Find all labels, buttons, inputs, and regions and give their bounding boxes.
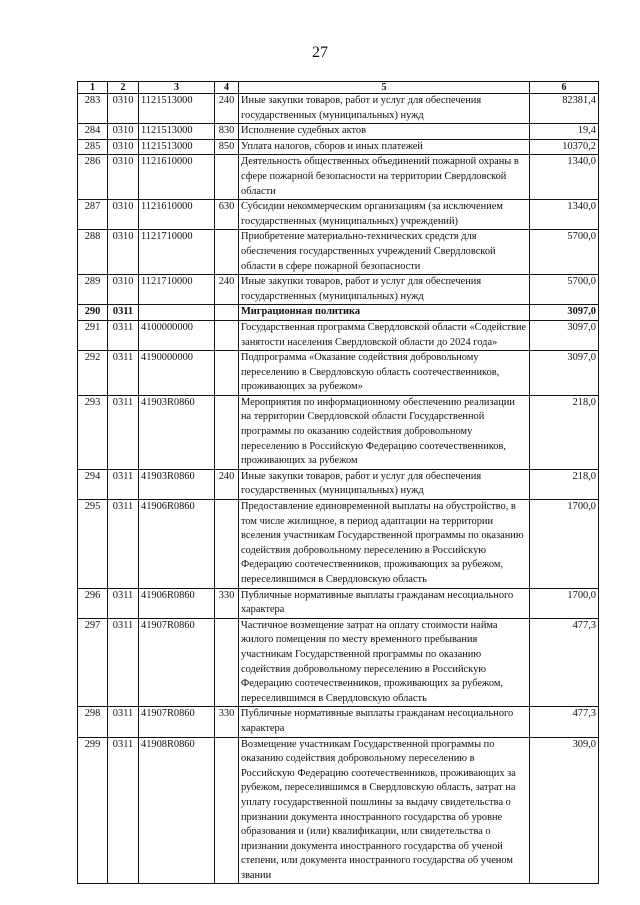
- row-number-cell: 287: [78, 200, 108, 230]
- table-row: [78, 320, 599, 350]
- section-code-cell: 0311: [108, 737, 139, 884]
- table-row: [78, 588, 599, 618]
- section-code-cell: 0310: [108, 230, 139, 275]
- section-code-cell: 0311: [108, 588, 139, 618]
- section-code-cell: 0311: [108, 469, 139, 499]
- table-body: [78, 94, 599, 884]
- item-name-cell: Субсидии некоммерческим организациям (за исключением государственных (муниципальных) учреждений): [239, 200, 530, 230]
- item-name-cell: Исполнение судебных актов: [239, 124, 530, 140]
- item-name-cell: Публичные нормативные выплаты гражданам несоциального характера: [239, 588, 530, 618]
- column-header: 1: [78, 82, 108, 94]
- target-code-cell: 4100000000: [139, 320, 215, 350]
- item-name-cell: Подпрограмма «Оказание содействия добровольному переселению в Свердловскую область соотечественников, проживающих за рубежом»: [239, 351, 530, 396]
- amount-cell: 3097,0: [530, 320, 599, 350]
- target-code-cell: [139, 305, 215, 321]
- table-row: [78, 500, 599, 589]
- expense-type-cell: 630: [215, 200, 239, 230]
- expense-type-cell: [215, 395, 239, 469]
- row-number-cell: 293: [78, 395, 108, 469]
- item-name-cell: Частичное возмещение затрат на оплату стоимости найма жилого помещения по месту временного пребывания участникам Государственной программы по оказанию содействия добровольному переселению в Российскую Федерацию соотечественников, проживающих за рубежом, переселившимся в Свердловскую область: [239, 618, 530, 707]
- expense-type-cell: 330: [215, 707, 239, 737]
- item-name-cell: Иные закупки товаров, работ и услуг для обеспечения государственных (муниципальных) нужд: [239, 469, 530, 499]
- table-row: [78, 618, 599, 707]
- table-row: [78, 707, 599, 737]
- section-code-cell: 0310: [108, 94, 139, 124]
- row-number-cell: 288: [78, 230, 108, 275]
- row-number-cell: 284: [78, 124, 108, 140]
- amount-cell: 477,3: [530, 618, 599, 707]
- item-name-cell: Уплата налогов, сборов и иных платежей: [239, 139, 530, 155]
- expense-type-cell: [215, 155, 239, 200]
- target-code-cell: 1121610000: [139, 200, 215, 230]
- table-row: [78, 139, 599, 155]
- row-number-cell: 291: [78, 320, 108, 350]
- item-name-cell: Миграционная политика: [239, 305, 530, 321]
- target-code-cell: 1121513000: [139, 139, 215, 155]
- expense-type-cell: 850: [215, 139, 239, 155]
- amount-cell: 477,3: [530, 707, 599, 737]
- table-row: [78, 351, 599, 396]
- expense-type-cell: [215, 230, 239, 275]
- table-row: [78, 275, 599, 305]
- target-code-cell: 1121610000: [139, 155, 215, 200]
- table-row: [78, 305, 599, 321]
- column-header: 6: [530, 82, 599, 94]
- amount-cell: 82381,4: [530, 94, 599, 124]
- table-row: [78, 395, 599, 469]
- amount-cell: 1340,0: [530, 155, 599, 200]
- amount-cell: 19,4: [530, 124, 599, 140]
- row-number-cell: 285: [78, 139, 108, 155]
- target-code-cell: 41903R0860: [139, 395, 215, 469]
- expense-type-cell: 240: [215, 275, 239, 305]
- expense-type-cell: [215, 305, 239, 321]
- row-number-cell: 294: [78, 469, 108, 499]
- expense-type-cell: [215, 320, 239, 350]
- item-name-cell: Приобретение материально-технических средств для обеспечения государственных учреждений Свердловской области в сфере пожарной безопасности: [239, 230, 530, 275]
- item-name-cell: Государственная программа Свердловской области «Содействие занятости населения Свердловской области до 2024 года»: [239, 320, 530, 350]
- section-code-cell: 0310: [108, 200, 139, 230]
- expense-type-cell: 240: [215, 469, 239, 499]
- target-code-cell: 1121710000: [139, 230, 215, 275]
- row-number-cell: 299: [78, 737, 108, 884]
- target-code-cell: 41906R0860: [139, 500, 215, 589]
- section-code-cell: 0311: [108, 320, 139, 350]
- table-row: [78, 200, 599, 230]
- column-header: 3: [139, 82, 215, 94]
- amount-cell: 3097,0: [530, 305, 599, 321]
- row-number-cell: 292: [78, 351, 108, 396]
- amount-cell: 5700,0: [530, 275, 599, 305]
- table-row: [78, 230, 599, 275]
- expense-type-cell: [215, 500, 239, 589]
- table-header-row: [78, 82, 599, 94]
- row-number-cell: 296: [78, 588, 108, 618]
- target-code-cell: 41903R0860: [139, 469, 215, 499]
- row-number-cell: 290: [78, 305, 108, 321]
- expense-type-cell: [215, 351, 239, 396]
- amount-cell: 309,0: [530, 737, 599, 884]
- table-row: [78, 124, 599, 140]
- expense-type-cell: 330: [215, 588, 239, 618]
- section-code-cell: 0310: [108, 124, 139, 140]
- page-number: 27: [312, 44, 328, 61]
- table-row: [78, 737, 599, 884]
- row-number-cell: 298: [78, 707, 108, 737]
- section-code-cell: 0311: [108, 707, 139, 737]
- amount-cell: 218,0: [530, 469, 599, 499]
- column-header: 2: [108, 82, 139, 94]
- item-name-cell: Деятельность общественных объединений пожарной охраны в сфере пожарной безопасности на территории Свердловской области: [239, 155, 530, 200]
- target-code-cell: 41907R0860: [139, 707, 215, 737]
- amount-cell: 1700,0: [530, 588, 599, 618]
- item-name-cell: Иные закупки товаров, работ и услуг для обеспечения государственных (муниципальных) нужд: [239, 275, 530, 305]
- section-code-cell: 0311: [108, 351, 139, 396]
- target-code-cell: 41906R0860: [139, 588, 215, 618]
- expense-type-cell: [215, 618, 239, 707]
- budget-table: [77, 81, 599, 884]
- item-name-cell: Возмещение участникам Государственной программы по оказанию содействия добровольному переселению в Российскую Федерацию соотечественников, проживающих за рубежом, переселившимся в Свердловскую область, затрат на уплату государственной пошлины за выдачу свидетельства о признании документа иностранного государства об уровне образования и (или) квалификации, или свидетельства о признании документа иностранного государства об ученой степени, или документа иностранного государства об ученом звании: [239, 737, 530, 884]
- item-name-cell: Предоставление единовременной выплаты на обустройство, в том числе жилищное, в период адаптации на территории вселения участникам Государственной программы по оказанию содействия добровольному переселению в Российскую Федерацию соотечественников, проживающих за рубежом, переселившимся в Свердловскую область: [239, 500, 530, 589]
- amount-cell: 1340,0: [530, 200, 599, 230]
- target-code-cell: 1121513000: [139, 94, 215, 124]
- expense-type-cell: 830: [215, 124, 239, 140]
- section-code-cell: 0310: [108, 155, 139, 200]
- target-code-cell: 4190000000: [139, 351, 215, 396]
- section-code-cell: 0311: [108, 500, 139, 589]
- item-name-cell: Иные закупки товаров, работ и услуг для обеспечения государственных (муниципальных) нужд: [239, 94, 530, 124]
- section-code-cell: 0310: [108, 139, 139, 155]
- target-code-cell: 41907R0860: [139, 618, 215, 707]
- target-code-cell: 1121710000: [139, 275, 215, 305]
- amount-cell: 3097,0: [530, 351, 599, 396]
- column-header: 4: [215, 82, 239, 94]
- amount-cell: 1700,0: [530, 500, 599, 589]
- item-name-cell: Мероприятия по информационному обеспечению реализации на территории Свердловской области Государственной программы по оказанию содействия добровольному переселению в Российскую Федерацию соотечественников, проживающих за рубежом: [239, 395, 530, 469]
- row-number-cell: 283: [78, 94, 108, 124]
- item-name-cell: Публичные нормативные выплаты гражданам несоциального характера: [239, 707, 530, 737]
- section-code-cell: 0311: [108, 618, 139, 707]
- row-number-cell: 297: [78, 618, 108, 707]
- target-code-cell: 41908R0860: [139, 737, 215, 884]
- section-code-cell: 0311: [108, 395, 139, 469]
- row-number-cell: 295: [78, 500, 108, 589]
- amount-cell: 218,0: [530, 395, 599, 469]
- table-row: [78, 469, 599, 499]
- expense-type-cell: [215, 737, 239, 884]
- column-header: 5: [239, 82, 530, 94]
- amount-cell: 5700,0: [530, 230, 599, 275]
- target-code-cell: 1121513000: [139, 124, 215, 140]
- amount-cell: 10370,2: [530, 139, 599, 155]
- row-number-cell: 286: [78, 155, 108, 200]
- expense-type-cell: 240: [215, 94, 239, 124]
- table-row: [78, 94, 599, 124]
- section-code-cell: 0311: [108, 305, 139, 321]
- table-row: [78, 155, 599, 200]
- row-number-cell: 289: [78, 275, 108, 305]
- section-code-cell: 0310: [108, 275, 139, 305]
